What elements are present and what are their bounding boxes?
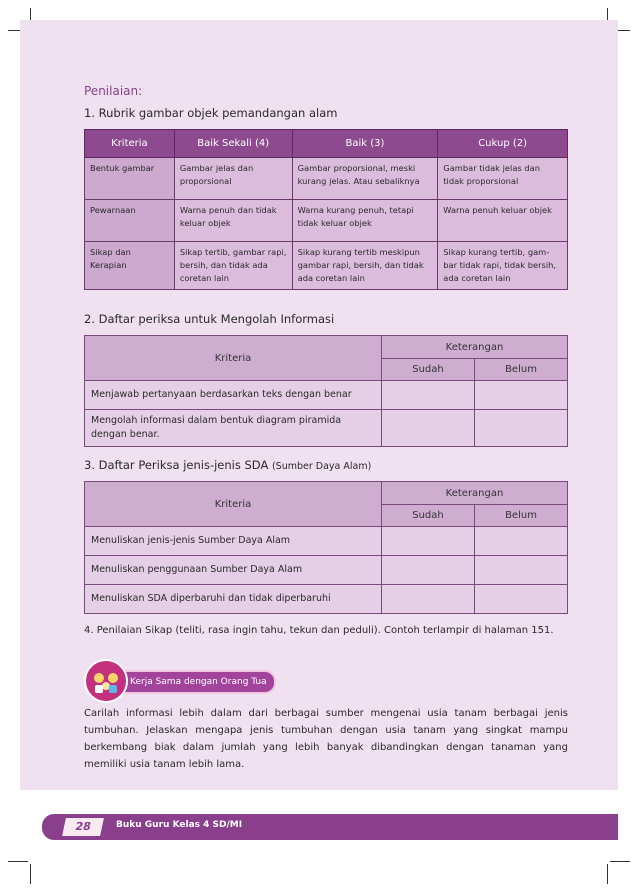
belum-header: Belum: [475, 505, 568, 527]
family-icon: [84, 659, 128, 703]
checklist-criteria-cell: Menuliskan penggunaan Sumber Daya Alam: [85, 556, 382, 585]
table-row: [85, 158, 568, 200]
sudah-cell: [382, 585, 475, 614]
kriteria-header: Kriteria: [85, 482, 382, 527]
kriteria-header: Kriteria: [85, 336, 382, 381]
page-number: 28: [62, 818, 104, 836]
rubric-cell: Sikap tertib, gambar rapi, bersih, dan tidak ada coretan lain: [174, 242, 292, 290]
rubric-criteria-cell: Pewarnaan: [85, 200, 175, 242]
section4-text: 4. Penilaian Sikap (teliti, rasa ingin tahu, tekun dan peduli). Contoh terlampir di halaman 151.: [84, 625, 554, 636]
belum-header: Belum: [475, 359, 568, 381]
sudah-cell: [382, 410, 475, 447]
checklist-criteria-cell: Menuliskan jenis-jenis Sumber Daya Alam: [85, 527, 382, 556]
rubric-cell: Warna penuh keluar objek: [438, 200, 568, 242]
kerja-sama-badge: [84, 659, 274, 699]
sudah-header: Sudah: [382, 505, 475, 527]
table-row: [85, 527, 568, 556]
table-row: [85, 242, 568, 290]
checklist-table-sda: [84, 481, 568, 614]
footer-bar: [42, 814, 618, 840]
activity-paragraph: Carilah informasi lebih dalam dari berbagai sumber mengenai usia tanam berbagai jenis tumbuhan. Jelaskan mengapa jenis tumbuhan dengan usia tanam yang singkat mampu berkembang biak dalam jumlah yang lebih banyak dibandingkan dengan tanaman yang memiliki usia tanam lebih lama.: [84, 708, 568, 770]
rubric-header-cell: Baik Sekali (4): [174, 130, 292, 158]
rubric-cell: Gambar proporsional, meski kurang jelas. Atau sebaliknya: [292, 158, 438, 200]
rubric-criteria-cell: Bentuk gambar: [85, 158, 175, 200]
rubric-cell: Sikap kurang tertib, gam-bar tidak rapi, tidak bersih, ada coretan lain: [438, 242, 568, 290]
belum-cell: [475, 556, 568, 585]
section2-title: 2. Daftar periksa untuk Mengolah Informasi: [84, 312, 335, 326]
table-row: [85, 410, 568, 447]
rubric-cell: Warna kurang penuh, tetapi tidak keluar objek: [292, 200, 438, 242]
crop-mark: [607, 864, 608, 884]
belum-cell: [475, 410, 568, 447]
table-row: [85, 200, 568, 242]
belum-cell: [475, 381, 568, 410]
rubric-table: [84, 129, 568, 290]
belum-cell: [475, 527, 568, 556]
sudah-cell: [382, 556, 475, 585]
sudah-cell: [382, 381, 475, 410]
table-row: [85, 585, 568, 614]
sudah-header: Sudah: [382, 359, 475, 381]
rubric-cell: Gambar jelas dan proporsional: [174, 158, 292, 200]
rubric-header-cell: Kriteria: [85, 130, 175, 158]
table-row: [85, 381, 568, 410]
rubric-header-cell: Cukup (2): [438, 130, 568, 158]
section3-title-note: (Sumber Daya Alam): [271, 461, 372, 472]
crop-mark: [8, 861, 28, 862]
rubric-cell: Sikap kurang tertib meskipun gambar rapi, bersih, dan tidak ada coretan lain: [292, 242, 438, 290]
page-heading: Penilaian:: [84, 84, 143, 98]
crop-mark: [610, 861, 630, 862]
checklist-criteria-cell: Menjawab pertanyaan berdasarkan teks dengan benar: [85, 381, 382, 410]
keterangan-header: Keterangan: [382, 336, 568, 359]
checklist-header-row: [85, 336, 568, 359]
checklist-criteria-cell: Menuliskan SDA diperbaruhi dan tidak diperbaruhi: [85, 585, 382, 614]
rubric-header-row: [85, 130, 568, 158]
sudah-cell: [382, 527, 475, 556]
checklist-table-informasi: [84, 335, 568, 447]
rubric-cell: Gambar tidak jelas dan tidak proporsional: [438, 158, 568, 200]
crop-mark: [30, 864, 31, 884]
rubric-criteria-cell: Sikap dan Kerapian: [85, 242, 175, 290]
book-title: Buku Guru Kelas 4 SD/MI: [116, 820, 243, 830]
content: [84, 84, 568, 649]
rubric-header-cell: Baik (3): [292, 130, 438, 158]
keterangan-header: Keterangan: [382, 482, 568, 505]
rubric-cell: Warna penuh dan tidak keluar objek: [174, 200, 292, 242]
badge-label: Kerja Sama dengan Orang Tua: [112, 670, 276, 694]
checklist-criteria-cell: Mengolah informasi dalam bentuk diagram piramida dengan benar.: [85, 410, 382, 447]
section1-title: 1. Rubrik gambar objek pemandangan alam: [84, 106, 338, 120]
belum-cell: [475, 585, 568, 614]
checklist-header-row: [85, 482, 568, 505]
section3-title-text: 3. Daftar Periksa jenis-jenis SDA: [84, 458, 269, 472]
section3-title: [84, 458, 568, 472]
table-row: [85, 556, 568, 585]
